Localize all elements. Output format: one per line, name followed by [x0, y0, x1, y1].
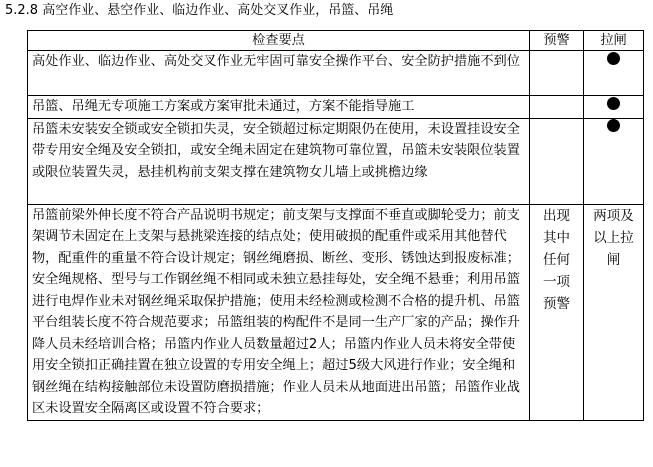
row-check-point: 吊篮、吊绳无专项施工方案或方案审批未通过，方案不能指导施工: [28, 96, 530, 119]
row-check-point: 吊篮前梁外伸长度不符合产品说明书规定；前支架与支撑面不垂直或脚轮受力；前支架调节未固定在上支架与悬挑梁连接的结点处；使用破损的配重件或采用其他替代物，配重件的重量不符合设计规定；钢丝绳磨损、断丝、变形、锈蚀达到报废标准；安全绳规格、型号与工作钢丝绳不相同或未独立悬挂每处，安全绳不悬垂；利用吊篮进行电焊作业未对钢丝绳采取保护措施；使用未经检测或检测不合格的提升机、吊篮平台组装长度不符合规范要求；吊篮组装的构配件不是同一生产厂家的产品；操作升降人员未经培训合格；吊篮内作业人员数量超过2人；吊篮内作业人员未将安全带使用安全锁扣正确挂置在独立设置的专用安全绳上；超过5级大风进行作业；安全绳和钢丝绳在结构接触部位未设置防磨损措施；作业人员未从地面进出吊篮；吊篮作业战区未设置安全隔离区或设置不符合要求；: [28, 204, 530, 420]
row-warning-cell: [530, 51, 584, 96]
section-title: 高空作业、悬空作业、临边作业、高处交叉作业，吊篮、吊绳: [42, 3, 394, 18]
table-row: [28, 204, 644, 420]
header-stop: 拉闸: [584, 31, 644, 51]
header-warning: 预警: [530, 31, 584, 51]
stop-mark-icon: [607, 97, 620, 110]
stop-mark-icon: [607, 52, 620, 65]
inspection-table: [27, 30, 644, 421]
section-number: 5.2.8: [5, 3, 39, 18]
row-warning-cell: [530, 118, 584, 204]
row-warning-cell: [530, 96, 584, 119]
stop-mark-icon: [607, 119, 620, 132]
header-check-points: 检查要点: [28, 31, 530, 51]
warning-note: 出现其中任何一项预警: [543, 207, 570, 312]
row-warning-cell: [530, 204, 584, 420]
section-heading: [5, 2, 393, 20]
table-row: [28, 118, 644, 204]
table-header-row: [28, 31, 644, 51]
row-stop-cell: [584, 51, 644, 96]
row-check-point: 高处作业、临边作业、高处交叉作业无牢固可靠安全操作平台、安全防护措施不到位: [28, 51, 530, 96]
table-row: [28, 96, 644, 119]
row-stop-cell: [584, 204, 644, 420]
row-stop-cell: [584, 96, 644, 119]
stop-note: 两项及以上拉闸: [593, 207, 634, 268]
table-row: [28, 51, 644, 96]
row-check-point: 吊篮未安装安全锁或安全锁扣失灵，安全锁超过标定期限仍在使用，未设置挂设安全带专用安全绳及安全锁扣，或安全绳未固定在建筑物可靠位置，吊篮未安装限位装置或限位装置失灵，悬挂机构前支架支撑在建筑物女儿墙上或挑檐边缘: [28, 118, 530, 204]
row-stop-cell: [584, 118, 644, 204]
